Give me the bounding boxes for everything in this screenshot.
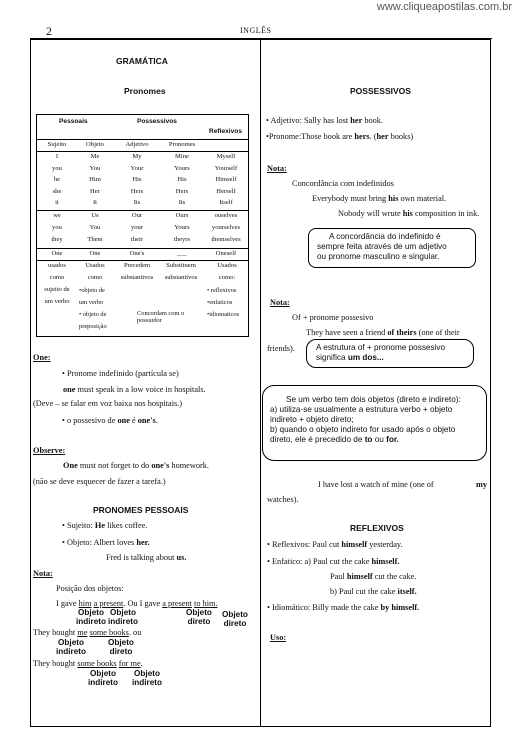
usage-text: substantivos: [120, 274, 154, 281]
usage-text: Usados: [85, 262, 105, 269]
pp-bullet-1: • Sujeito: He likes coffee.: [62, 521, 148, 530]
table-cell: Her: [90, 187, 100, 195]
pronome-example: •Pronome:Those book are hers. (her books): [266, 132, 414, 141]
pronomes-pessoais-heading: PRONOMES PESSOAIS: [93, 505, 189, 515]
usage-text: Precedem: [124, 262, 150, 269]
idiomatico-example: • Idiomático: Billy made the cake by himself.: [267, 603, 420, 612]
table-cell: ___: [177, 250, 187, 257]
table-cell: we: [53, 212, 61, 219]
usage-text: como:: [218, 274, 236, 281]
page-header-title: INGLÊS: [240, 26, 272, 35]
callout-concordancia: [308, 228, 476, 268]
table-cell: your: [130, 224, 144, 231]
sentence-2: They bought me some books. ou: [33, 628, 142, 637]
sentence-3: They bought some books for me.: [33, 659, 143, 668]
usage-text: como: [87, 274, 103, 281]
watch-bold: my: [476, 480, 488, 489]
table-cell: their: [130, 236, 144, 243]
sentence-1: I gave him a present. Ou I gave a present to him.: [56, 599, 218, 608]
table-cell: Herself: [216, 187, 236, 195]
table-cell: Myself: [216, 153, 236, 160]
usage-text: sujeito de: [44, 286, 70, 293]
usage-text: preposição: [79, 323, 107, 330]
table-rule: [37, 139, 248, 140]
usage-text: usados: [48, 262, 66, 269]
nota2-line1: Of + pronome possesivo: [292, 313, 374, 322]
observe-title: Observe:: [33, 446, 66, 455]
callout-line: sempre feita através de um adjetivo: [317, 242, 447, 251]
label-objeto-direto: Objeto indireto: [108, 608, 139, 626]
reflexivo-example: • Reflexivos: Paul cut himself yesterday.: [267, 540, 403, 549]
one-example: one must speak in a low voice in hospitals.: [63, 385, 206, 394]
observe-translation: (não se deve esquecer de fazer a tarefa.): [33, 477, 166, 486]
watch-line2: watches).: [267, 495, 299, 504]
table-cell: Oneself: [215, 250, 237, 257]
callout-line: Se um verbo tem dois objetos (direto e indireto):: [286, 395, 461, 404]
col-sujeito: Sujeito: [47, 141, 67, 148]
table-cell: he: [53, 176, 61, 183]
table-cell: His: [177, 176, 187, 183]
nota1-line3: Nobody will wrute his composition in ink.: [338, 209, 480, 218]
table-rule: [37, 248, 248, 249]
enfatico-example-a2: Paul himself cut the cake.: [330, 572, 417, 581]
watch-line1: I have lost a watch of mine (one of: [318, 480, 434, 489]
label-objeto-direto: Objeto direto: [186, 608, 212, 626]
usage-text: • reflexivos: [207, 287, 237, 294]
callout-line: b) quando o objeto indireto for usado após o objeto: [270, 425, 456, 434]
nota-title: Nota:: [33, 569, 53, 578]
table-cell: it: [55, 199, 59, 206]
table-cell: ouselves: [214, 212, 238, 219]
table-cell: Yours: [174, 224, 190, 231]
adjetivo-example: • Adjetivo: Sally has lost her book.: [266, 116, 384, 125]
table-cell: One: [51, 250, 63, 257]
table-cell: you: [52, 224, 62, 231]
usage-text: possuidor: [137, 317, 162, 324]
possessivos-heading: POSSESSIVOS: [350, 86, 411, 96]
one-bullet-1: • Pronome indefinido (partícula se): [62, 369, 179, 378]
table-cell: Them: [87, 236, 103, 243]
table-rule: [37, 151, 248, 152]
callout-line: A estrutura of + pronome possesivo: [316, 343, 446, 352]
pronouns-table: [36, 114, 249, 337]
usage-text: •enfaticos: [207, 299, 233, 306]
enfatico-example-b: b) Paul cut the cake itself.: [330, 587, 417, 596]
table-rule: [37, 210, 248, 211]
table-cell: yourselves: [211, 224, 241, 231]
table-cell: Yourself: [214, 164, 238, 172]
reflexivos-heading: REFLEXIVOS: [350, 523, 404, 533]
callout-line: direto, ele é precedido de to ou for.: [270, 435, 399, 444]
table-cell: You: [89, 224, 101, 231]
usage-text: um verbo: [44, 298, 70, 305]
pronomes-heading: Pronomes: [124, 86, 166, 96]
callout-line: indireto + objeto direto;: [270, 415, 354, 424]
label-objeto-indireto: Objeto indireto: [76, 608, 107, 626]
label-objeto-direto: Objeto direto: [108, 638, 134, 656]
gramatica-heading: GRAMÁTICA: [116, 56, 168, 66]
table-cell: themselves: [211, 236, 241, 243]
callout-line: A concordância do indefinido é: [329, 232, 441, 241]
table-cell: you: [52, 164, 62, 172]
label-objeto-direto: Objeto indireto: [132, 669, 163, 687]
label-objeto-direto: Objeto direto: [222, 610, 248, 628]
col-objeto: Objeto: [86, 141, 104, 148]
usage-text: Substituem: [166, 262, 196, 269]
table-cell: Himself: [215, 176, 237, 183]
table-cell: Us: [91, 212, 99, 219]
callout-of-possessivo: [306, 339, 474, 368]
table-cell: You: [89, 164, 101, 172]
nota2-title: Nota:: [270, 298, 290, 307]
group-pessoais: Pessoais: [59, 118, 88, 125]
enfatico-example-a: • Enfatico: a) Paul cut the cake himself.: [267, 557, 400, 566]
table-cell: Hers: [130, 187, 144, 195]
table-cell: Hers: [175, 187, 189, 195]
group-possessivos: Possessivos: [137, 118, 177, 125]
usage-text: Concordam com o: [137, 310, 185, 317]
table-cell: Yours: [174, 164, 190, 172]
table-cell: they: [51, 236, 63, 243]
usage-text: substantivos: [164, 274, 198, 281]
posicao-objetos: Posição dos objetos:: [56, 584, 124, 593]
usage-text: •idiomaticos: [207, 311, 240, 318]
label-objeto-indireto: Objeto indireto: [56, 638, 87, 656]
table-cell: Its: [133, 199, 141, 206]
table-cell: theyrs: [173, 236, 191, 243]
nota2-line3: friends).: [267, 344, 295, 353]
table-rule: [37, 260, 248, 261]
table-cell: My: [132, 153, 142, 160]
callout-line: significa um dos...: [316, 353, 384, 362]
uso-title: Uso:: [270, 633, 287, 642]
table-cell: Him: [89, 176, 101, 183]
table-cell: she: [52, 187, 62, 195]
callout-line: a) utiliza-se usualmente a estrutura verbo + objeto: [270, 405, 453, 414]
usage-text: •objeto de: [79, 287, 105, 294]
usage-text: um verbo: [79, 299, 104, 306]
nota1-title: Nota:: [267, 164, 287, 173]
one-translation: (Deve – se falar em voz baixa nos hospitais.): [33, 399, 183, 408]
table-cell: One: [89, 250, 101, 257]
col-pronomes: Pronomes: [168, 141, 196, 148]
table-cell: Your: [130, 164, 144, 172]
nota2-line2: They have seen a friend of theirs (one of their: [306, 328, 460, 337]
usage-text: Usados: [217, 262, 237, 269]
table-cell: Itself: [219, 199, 233, 206]
column-divider: [260, 39, 261, 727]
label-objeto-indireto: Objeto indireto: [88, 669, 119, 687]
one-bullet-2: • o possesivo de one é one's.: [62, 416, 158, 425]
page-number: 2: [46, 24, 52, 38]
table-cell: His: [132, 176, 142, 183]
usage-text: • objeto de: [79, 311, 107, 318]
usage-text: como: [49, 274, 65, 281]
table-cell: Ours: [175, 212, 189, 219]
table-cell: Our: [131, 212, 143, 219]
nota1-line1: Concordância com indefinidos: [292, 179, 394, 188]
one-title: One:: [33, 353, 51, 362]
group-reflexivos: Reflexivos: [209, 128, 242, 135]
col-adjetivo: Adjetivo: [125, 141, 149, 148]
table-cell: It: [92, 199, 98, 206]
observe-example: One must not forget to do one's homework.: [63, 461, 209, 470]
table-cell: Its: [178, 199, 186, 206]
table-cell: Mine: [175, 153, 189, 160]
pp-bullet-2: • Objeto: Albert loves her.: [62, 538, 150, 547]
table-cell: Me: [90, 153, 100, 160]
nota1-line2: Everybody must bring his own material.: [312, 194, 447, 203]
callout-line: ou pronome masculino e singular.: [317, 252, 440, 261]
site-url[interactable]: www.cliqueapostilas.com.br: [376, 1, 512, 13]
table-cell: One's: [129, 250, 145, 257]
pp-example: Fred is talking about us.: [106, 553, 187, 562]
callout-dois-objetos: [262, 385, 487, 461]
table-cell: I: [55, 153, 59, 160]
